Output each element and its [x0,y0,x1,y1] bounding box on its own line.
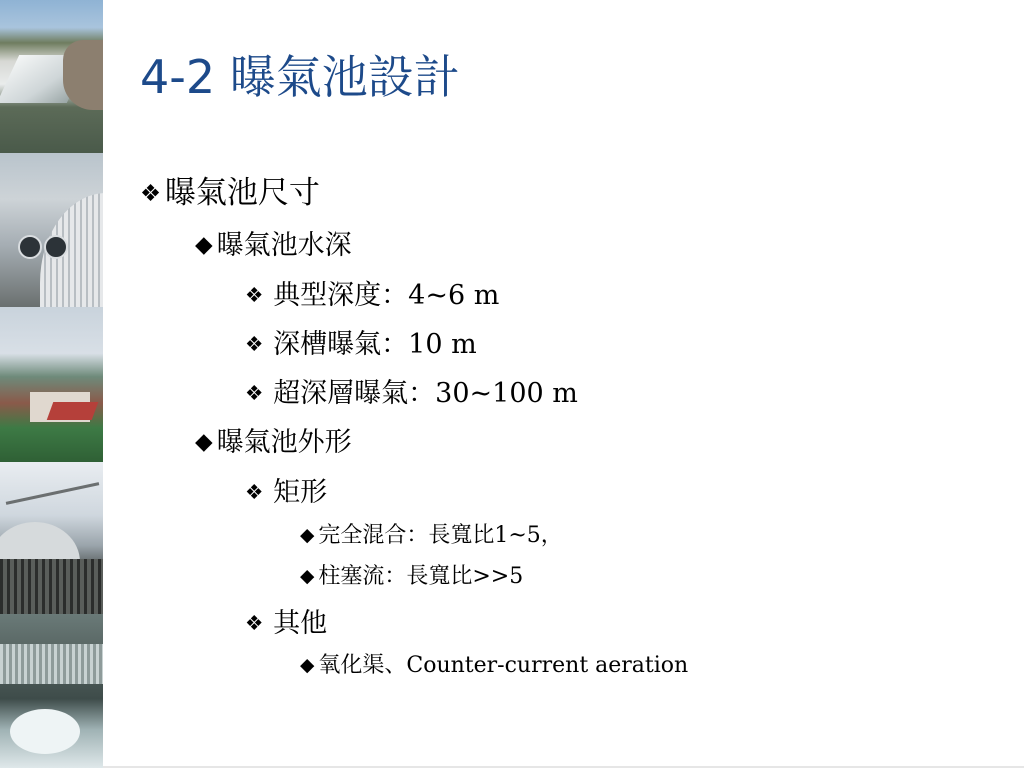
bullet-text: 超深層曝氣：30~100 m [273,378,578,409]
black-diamond-icon: ◆ [195,232,213,259]
bullet-level2 [195,429,352,456]
bullet-text: 其他 [273,608,328,639]
fourpetal-diamond-icon: ❖ [245,611,264,636]
photo-weir-water [0,614,103,768]
bullet-text: 矩形 [273,477,328,508]
bullet-level2 [195,232,352,259]
round-window [18,235,42,259]
bullet-level3 [245,610,327,637]
photo-plant-aerial [0,307,103,462]
roof-shape [47,402,99,420]
fourpetal-diamond-icon: ❖ [245,381,264,406]
photo-dome-building [0,153,103,307]
black-diamond-icon: ◆ [300,654,315,676]
bullet-text: 深槽曝氣：10 m [273,329,477,360]
fourpetal-diamond-icon: ❖ [245,332,264,357]
fourpetal-diamond-icon: ❖ [245,283,264,308]
bullet-text: 曝氣池外形 [216,427,352,458]
bullet-level3 [245,479,327,506]
bullet-text: 氧化渠、Counter-current aeration [318,653,689,678]
fourpetal-diamond-icon: ❖ [140,179,161,207]
bullet-level1 [140,175,320,211]
crane-arm [6,482,100,505]
bullet-level4 [300,655,688,677]
bullet-level3 [245,282,499,309]
photo-dam-spillway [0,0,103,153]
black-diamond-icon: ◆ [300,524,315,546]
bullet-text: 柱塞流：長寬比>>5 [318,564,524,589]
slide-title: 4-2 曝氣池設計 [140,50,460,104]
round-window [44,235,68,259]
bullet-text: 典型深度：4~6 m [273,280,500,311]
fourpetal-diamond-icon: ❖ [245,480,264,505]
water-splash [10,709,80,754]
bullet-text: 曝氣池水深 [216,230,352,261]
bullet-text: 完全混合：長寬比1~5， [318,523,563,548]
rock-wall [63,40,103,110]
photo-strip [0,0,103,768]
black-diamond-icon: ◆ [300,565,315,587]
bullet-level3 [245,331,477,358]
bullet-level3 [245,380,578,407]
black-diamond-icon: ◆ [195,429,213,456]
fence-shape [0,559,103,614]
weir-shape [0,644,103,684]
photo-construction-site [0,462,103,614]
bullet-text: 曝氣池尺寸 [164,175,320,211]
bullet-level4 [300,525,563,547]
bullet-level4 [300,566,523,588]
